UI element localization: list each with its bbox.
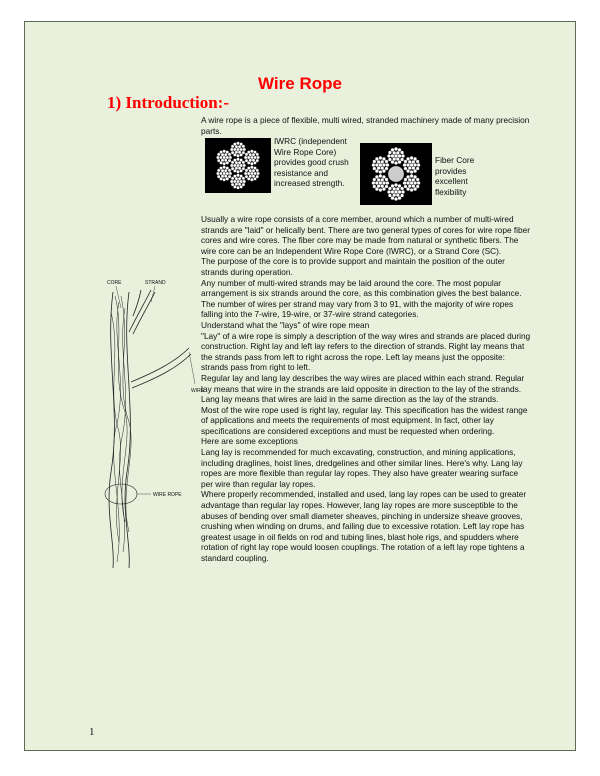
outer-strand <box>379 174 383 178</box>
core-label: CORE <box>107 280 122 286</box>
outer-strand <box>372 181 376 185</box>
outer-strand <box>372 163 376 167</box>
fiber-core-caption: Fiber Core provides excellent flexibility <box>435 155 475 197</box>
outer-strand <box>223 166 226 169</box>
paragraph-exceptions: Here are some exceptions <box>201 436 298 447</box>
core-strand <box>230 164 233 167</box>
outer-strand <box>233 142 236 145</box>
outer-strand <box>236 142 239 145</box>
outer-strand <box>388 194 392 198</box>
iwrc-caption: IWRC (independent Wire Rope Core) provides good crush resistance and increased strength. <box>274 136 349 189</box>
core-strand <box>240 169 243 172</box>
paragraph-lays-heading: Understand what the "lays" of wire rope mean <box>201 319 370 330</box>
outer-strand <box>382 187 386 191</box>
document-page <box>24 21 576 751</box>
outer-strand <box>391 148 395 152</box>
outer-strand <box>231 183 234 186</box>
outer-strand <box>256 169 259 172</box>
outer-strand <box>244 172 247 175</box>
paragraph-strands: Any number of multi-wired strands may be laid around the core. The most popular arrangement is six strands around the core, as this combination gives the best balance. <box>201 277 522 299</box>
outer-strand <box>400 151 404 155</box>
outer-strand <box>416 160 420 164</box>
outer-strand <box>373 167 377 171</box>
outer-strand <box>245 159 248 162</box>
section-heading: 1) Introduction:- <box>107 93 229 112</box>
core-strand <box>236 170 239 173</box>
outer-strand <box>382 169 386 173</box>
outer-strand <box>404 185 408 189</box>
outer-strand <box>230 180 233 183</box>
outer-strand <box>413 169 417 173</box>
outer-strand <box>236 174 239 177</box>
page-title: Wire Rope <box>258 74 342 93</box>
outer-strand <box>410 188 414 192</box>
outer-strand <box>216 156 219 159</box>
outer-strand <box>404 167 408 171</box>
core-strand <box>242 161 245 164</box>
outer-strand <box>240 153 243 156</box>
fiber-core-illustration <box>360 143 432 205</box>
core-strand <box>231 167 234 170</box>
outer-strand <box>256 172 259 175</box>
outer-strand <box>219 166 222 169</box>
outer-strand <box>226 161 229 164</box>
paragraph-lay-definition: "Lay" of a wire rope is simply a description of the way wires and strands are placed during construction. Right lay and left lay refers to the direction of strands. Right lay means that the strands pass from left to right across the rope. Left lay means just the opposite: strands pass from right to left. <box>201 330 531 373</box>
outer-strand <box>244 156 247 159</box>
outer-strand <box>240 185 243 188</box>
iwrc-cross-section-image <box>205 138 271 193</box>
paragraph-left-lay: Where properly recommended, installed and used, lang lay ropes can be used to greater advantage than regular lay ropes. However, lang lay ropes are more susceptible to the abuses of bending over small diameter sheaves, pinching in undersize sheave grooves, crushing when winding on drums, and failing due to excessive rotation. Left lay rope has greatest usage in oil fields on rod and tubing lines, blast hole rigs, and spudders where rotation of right lay rope would loosen couplings. The rotation of a left lay rope tightens a standard coupling. <box>201 489 527 563</box>
outer-strand <box>253 177 256 180</box>
outer-strand <box>228 153 231 156</box>
outer-strand <box>256 153 259 156</box>
wire-rope-label: WIRE ROPE <box>153 492 182 498</box>
outer-strand <box>242 177 245 180</box>
outer-strand <box>406 157 410 161</box>
outer-strand <box>417 181 421 185</box>
outer-strand <box>400 187 404 191</box>
outer-strand <box>229 172 232 175</box>
outer-strand <box>403 163 407 167</box>
outer-strand <box>375 157 379 161</box>
outer-strand <box>398 160 402 164</box>
outer-strand <box>387 154 391 158</box>
outer-strand <box>242 145 245 148</box>
outer-strand <box>217 159 220 162</box>
fiber-core-cross-section-image <box>360 143 432 205</box>
outer-strand <box>386 163 390 167</box>
outer-strand <box>223 178 226 181</box>
core-strand <box>233 158 236 161</box>
outer-strand <box>385 178 389 182</box>
outer-strand <box>245 175 248 178</box>
outer-strand <box>226 177 229 180</box>
outer-strand <box>373 185 377 189</box>
outer-strand <box>243 180 246 183</box>
outer-strand <box>398 196 402 200</box>
outer-strand <box>253 161 256 164</box>
wire-rope-diagram <box>85 272 209 572</box>
outer-strand <box>379 188 383 192</box>
outer-strand <box>387 190 391 194</box>
outer-strand <box>394 147 398 151</box>
outer-strand <box>403 181 407 185</box>
page-number: 1 <box>89 726 95 738</box>
outer-strand <box>250 178 253 181</box>
paragraph-cores: Usually a wire rope consists of a core member, around which a number of multi-wired strands are "laid" or helically bent. There are two general types of cores for wire rope fiber cores and wire cores. The fiber core may be made from natural or synthetic fibers. The wire core can be an Independent Wire Rope Core (IWRC), or a Strand Core (SC). <box>201 214 531 256</box>
outer-strand <box>233 174 236 177</box>
outer-strand <box>385 160 389 164</box>
outer-strand <box>247 150 250 153</box>
outer-strand <box>217 175 220 178</box>
paragraph-lang-lay: Lang lay is recommended for much excavating, construction, and mining applications, including draglines, hoist lines, dredgelines and other similar lines. Here's why. Lang lay ropes are more flexible than regular lay ropes. They also have greater wearing surface per wire than regular lay ropes. <box>201 447 523 489</box>
outer-strand <box>236 186 239 189</box>
iwrc-illustration <box>205 138 271 193</box>
outer-strand <box>247 166 250 169</box>
outer-strand <box>379 156 383 160</box>
outer-strand <box>216 172 219 175</box>
core-strand <box>236 158 239 161</box>
outer-strand <box>236 154 239 157</box>
outer-strand <box>413 187 417 191</box>
outer-strand <box>223 162 226 165</box>
outer-strand <box>416 178 420 182</box>
outer-strand <box>219 150 222 153</box>
outer-strand <box>250 166 253 169</box>
outer-strand <box>250 150 253 153</box>
strand-label: STRAND <box>145 280 166 286</box>
core-strand <box>243 164 246 167</box>
main-text <box>201 214 531 564</box>
outer-strand <box>243 148 246 151</box>
outer-strand <box>394 197 398 201</box>
outer-strand <box>410 156 414 160</box>
paragraph-right-lay: Most of the wire rope used is right lay, regular lay. This specification has the widest range of applications and meets the requirements of most equipment. In fact, other lay specifications are considered exceptions and must be requested when ordering. <box>201 404 528 436</box>
outer-strand <box>401 190 405 194</box>
outer-strand <box>410 170 414 174</box>
fiber-core <box>388 166 404 182</box>
outer-strand <box>250 162 253 165</box>
outer-strand <box>256 156 259 159</box>
outer-strand <box>410 174 414 178</box>
outer-strand <box>230 148 233 151</box>
outer-strand <box>231 151 234 154</box>
outer-strand <box>386 181 390 185</box>
outer-strand <box>388 158 392 162</box>
outer-strand <box>379 170 383 174</box>
intro-paragraph: A wire rope is a piece of flexible, multi wired, stranded machinery made of many precision parts. <box>201 115 530 136</box>
outer-strand <box>391 184 395 188</box>
outer-strand <box>375 175 379 179</box>
paragraph-regular-lang: Regular lay and lang lay describes the way wires are placed within each strand. Regular lay means that wire in the strands are laid opposite in direction to the lay of the strands. Lang lay means that wires are laid in the same direction as the lay of the strands. <box>201 372 525 405</box>
outer-strand <box>394 161 398 165</box>
outer-strand <box>406 175 410 179</box>
outer-strand <box>401 154 405 158</box>
wire-label: WIRE <box>191 388 205 394</box>
outer-strand <box>223 150 226 153</box>
outer-strand <box>417 163 421 167</box>
outer-strand <box>229 156 232 159</box>
paragraph-wires: The number of wires per strand may vary from 3 to 91, with the majority of wire ropes falling into the 7-wire, 19-wire, or 37-wire strand categories. <box>201 298 514 320</box>
paragraph-purpose: The purpose of the core is to provide support and maintain the position of the outer strands during operation. <box>201 256 505 277</box>
outer-strand <box>394 183 398 187</box>
outer-strand <box>228 169 231 172</box>
